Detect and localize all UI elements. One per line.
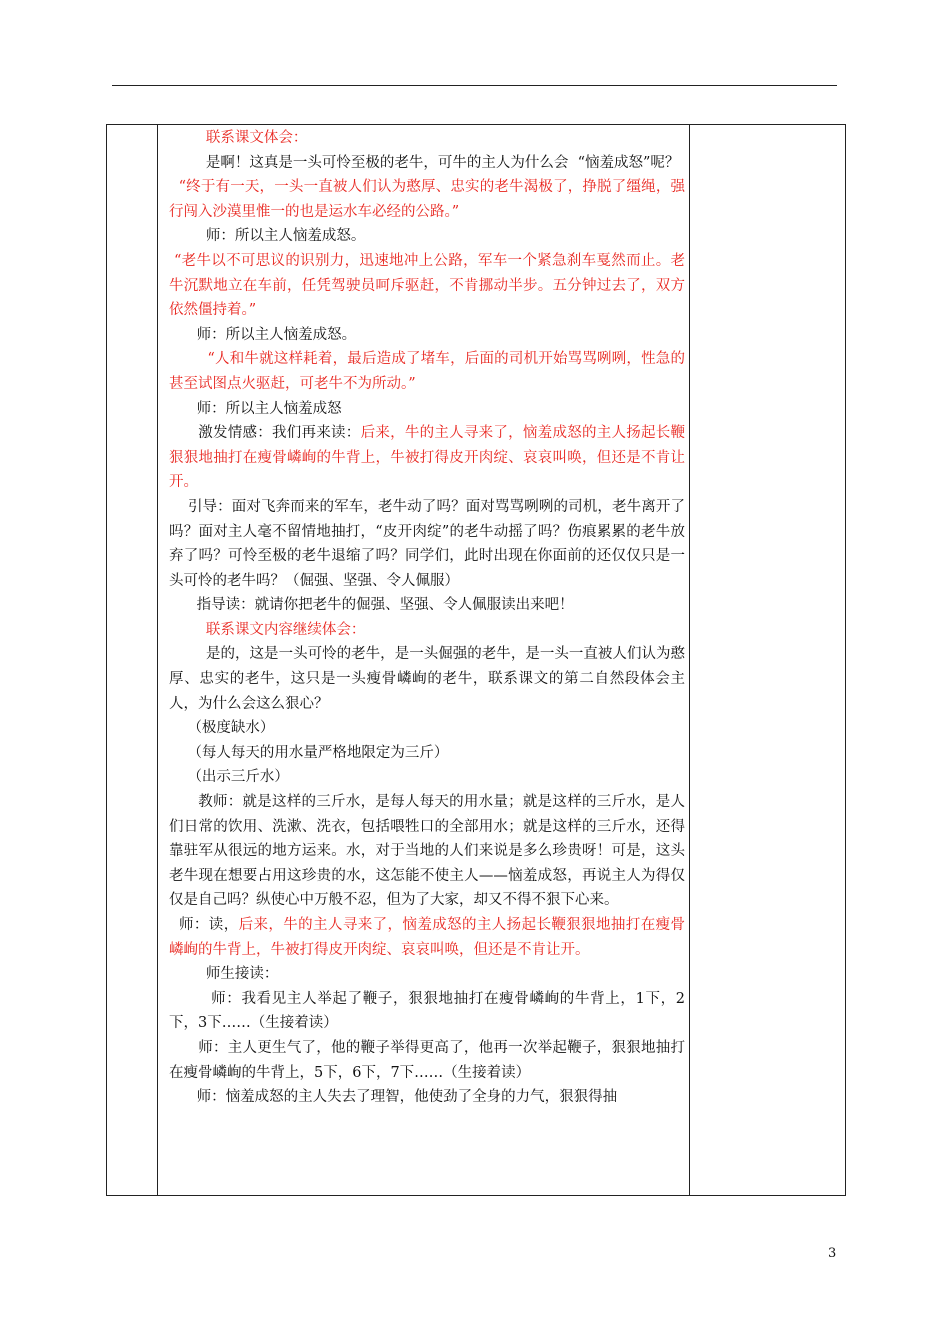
column-divider <box>689 125 690 1195</box>
paragraph <box>169 642 685 716</box>
paragraph <box>169 741 685 766</box>
paragraph <box>169 175 685 224</box>
paragraph <box>169 495 685 593</box>
lesson-content <box>169 126 685 1110</box>
paragraph <box>169 347 685 396</box>
paragraph <box>169 962 685 987</box>
highlighted-text: “人和牛就这样耗着，最后造成了堵车，后面的司机开始骂骂咧咧，性急的甚至试图点火驱赶，可老牛不为所动。” <box>169 351 685 392</box>
paragraph <box>169 716 685 741</box>
paragraph <box>169 987 685 1036</box>
body-text: 是的，这是一头可怜的老牛，是一头倔强的老牛，是一头一直被人们认为憨厚、忠实的老牛，这只是一头瘦骨嶙峋的老牛，联系课文的第二自然段体会主人，为什么会这么狠心？ <box>169 646 685 712</box>
paragraph <box>169 323 685 348</box>
page-number: 3 <box>828 1246 837 1261</box>
paragraph <box>169 151 685 176</box>
lesson-table <box>106 124 846 1196</box>
body-text: 师：我看见主人举起了鞭子，狠狠地抽打在瘦骨嶙峋的牛背上，1下，2下，3下……（生接着读） <box>169 990 685 1032</box>
highlighted-text: 联系课文体会： <box>169 130 308 146</box>
header-rule <box>112 85 837 86</box>
body-text: 激发情感：我们再来读： <box>169 425 361 442</box>
paragraph <box>169 1085 685 1110</box>
body-text: （每人每天的用水量严格地限定为三斤） <box>169 744 449 761</box>
body-text: 师：所以主人恼羞成怒。 <box>169 326 357 343</box>
paragraph <box>169 126 685 151</box>
body-text: 师：恼羞成怒的主人失去了理智，他使劲了全身的力气，狠狠得抽 <box>169 1089 618 1106</box>
paragraph <box>169 765 685 790</box>
paragraph <box>169 1036 685 1085</box>
paragraph <box>169 913 685 962</box>
body-text: 是啊！这真是一头可怜至极的老牛，可牛的主人为什么会 “恼羞成怒”呢？ <box>169 154 680 171</box>
paragraph <box>169 397 685 422</box>
highlighted-text: “老牛以不可思议的识别力，迅速地冲上公路，军车一个紧急刹车戛然而止。老牛沉默地立在车前，任凭驾驶员呵斥驱赶，不肯挪动半步。五分钟过去了，双方依然僵持着。” <box>169 252 686 319</box>
paragraph <box>169 421 685 495</box>
column-divider <box>157 125 158 1195</box>
paragraph <box>169 618 685 643</box>
highlighted-text: 联系课文内容继续体会： <box>169 621 366 638</box>
body-text: 师：所以主人恼羞成怒。 <box>169 228 366 245</box>
body-text: 引导：面对飞奔而来的军车，老牛动了吗？面对骂骂咧咧的司机，老牛离开了吗？面对主人毫不留情地抽打，“皮开肉绽”的老牛动摇了吗？伤痕累累的老牛放弃了吗？可怜至极的老牛退缩了吗？同学们，此时出现在你面前的还仅仅只是一头可怜的老牛吗？（倔强、坚强、令人佩服） <box>169 498 686 589</box>
paragraph <box>169 790 685 913</box>
paragraph <box>169 249 685 323</box>
body-text: （出示三斤水） <box>169 769 289 786</box>
body-text: 指导读：就请你把老牛的倔强、坚强、令人佩服读出来吧！ <box>169 597 574 614</box>
highlighted-text: 后来，牛的主人寻来了，恼羞成怒的主人扬起长鞭狠狠地抽打在瘦骨嶙峋的牛背上，牛被打得皮开肉绽、哀哀叫唤，但还是不肯让开。 <box>169 917 686 958</box>
body-text: 教师：就是这样的三斤水，是每人每天的用水量；就是这样的三斤水，是人们日常的饮用、洗漱、洗衣，包括喂牲口的全部用水；就是这样的三斤水，还得靠驻军从很远的地方运来。水，对于当地的人们来说是多么珍贵呀！可是，这头老牛现在想要占用这珍贵的水，这怎能不使主人——恼羞成怒，再说主人为得仅仅是自己吗？纵使心中万般不忍，但为了大家，却又不得不狠下心来。 <box>169 794 686 909</box>
highlighted-text: 后来，牛的主人寻来了，恼羞成怒的主人扬起长鞭狠狠地抽打在瘦骨嶙峋的牛背上，牛被打得皮开肉绽、哀哀叫唤，但还是不肯让开。 <box>169 425 686 491</box>
body-text: （极度缺水） <box>169 720 275 737</box>
paragraph <box>169 224 685 249</box>
paragraph <box>169 593 685 618</box>
highlighted-text: “终于有一天，一头一直被人们认为憨厚、忠实的老牛渴极了，挣脱了缰绳，强行闯入沙漠里惟一的也是运水车必经的公路。” <box>169 179 685 220</box>
body-text: 师：主人更生气了，他的鞭子举得更高了，他再一次举起鞭子，狠狠地抽打在瘦骨嶙峋的牛背上，5下，6下，7下……（生接着读） <box>169 1039 686 1081</box>
body-text: 师：读， <box>169 917 239 933</box>
body-text: 师：所以主人恼羞成怒 <box>169 400 342 417</box>
body-text: 师生接读： <box>169 966 279 983</box>
